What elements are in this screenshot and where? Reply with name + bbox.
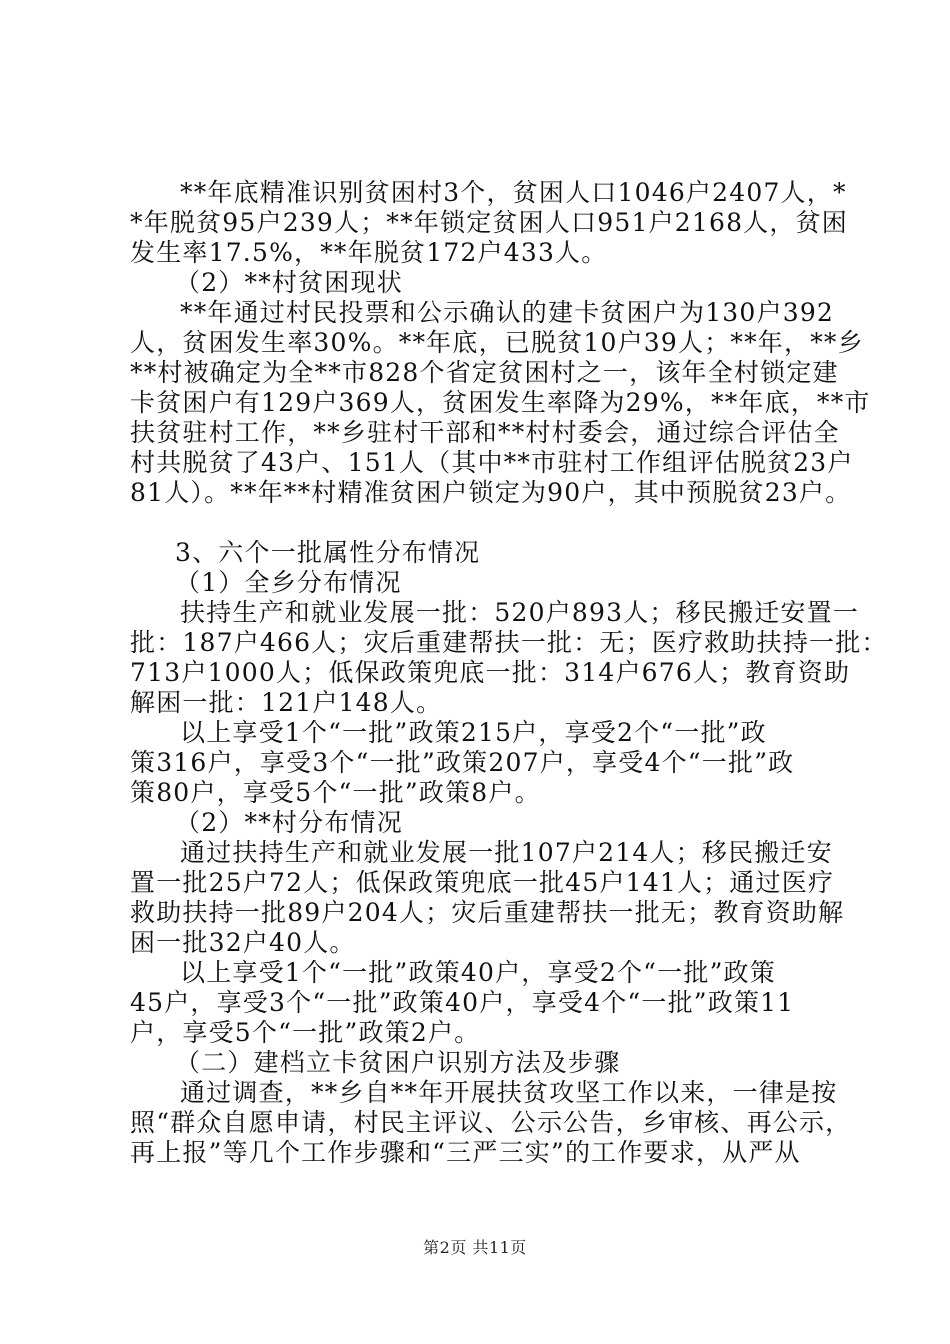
paragraph-line: 置一批25户72人；低保政策兜底一批45户141人；通过医疗	[130, 868, 835, 897]
paragraph-line: 扶贫驻村工作，**乡驻村干部和**村村委会，通过综合评估全	[130, 418, 840, 447]
paragraph-line: 村共脱贫了43户、151人（其中**市驻村工作组评估脱贫23户	[130, 448, 854, 477]
paragraph-line: 户，享受5个“一批”政策2户。	[130, 1018, 481, 1047]
page-number-footer: 第2页 共11页	[423, 1238, 527, 1257]
section-heading: 3、六个一批属性分布情况	[175, 538, 481, 567]
section-heading: （2）**村分布情况	[175, 808, 403, 837]
paragraph-line: 通过扶持生产和就业发展一批107户214人；移民搬迁安	[180, 838, 833, 867]
paragraph-line: 以上享受1个“一批”政策40户，享受2个“一批”政策	[180, 958, 776, 987]
paragraph-line: 扶持生产和就业发展一批：520户893人；移民搬迁安置一	[180, 598, 860, 627]
paragraph-line: 发生率17.5%，**年脱贫172户433人。	[130, 238, 608, 267]
paragraph-line: 批：187户466人；灾后重建帮扶一批：无；医疗救助扶持一批：	[130, 628, 888, 657]
paragraph-line: 策80户，享受5个“一批”政策8户。	[130, 778, 541, 807]
section-heading: （2）**村贫困现状	[175, 268, 403, 297]
paragraph-line: 卡贫困户有129户369人，贫困发生率降为29%，**年底，**市	[130, 388, 871, 417]
paragraph-line: *年脱贫95户239人；**年锁定贫困人口951户2168人，贫困	[130, 208, 848, 237]
paragraph-line: 困一批32户40人。	[130, 928, 356, 957]
paragraph-line: **年底精准识别贫困村3个，贫困人口1046户2407人，*	[180, 178, 847, 207]
paragraph-line: **村被确定为全**市828个省定贫困村之一，该年全村锁定建	[130, 358, 839, 387]
paragraph-line: 解困一批：121户148人。	[130, 688, 443, 717]
paragraph-line: 策316户，享受3个“一批”政策207户，享受4个“一批”政	[130, 748, 795, 777]
paragraph-line: 再上报”等几个工作步骤和“三严三实”的工作要求，从严从	[130, 1138, 801, 1167]
paragraph-line: 照“群众自愿申请，村民主评议、公示公告，乡审核、再公示，	[130, 1108, 852, 1137]
paragraph-line: 81人）。**年**村精准贫困户锁定为90户，其中预脱贫23户。	[130, 478, 852, 507]
paragraph-line: 救助扶持一批89户204人；灾后重建帮扶一批无；教育资助解	[130, 898, 845, 927]
paragraph-line: 713户1000人；低保政策兜底一批：314户676人；教育资助	[130, 658, 851, 687]
section-heading: （二）建档立卡贫困户识别方法及步骤	[175, 1048, 621, 1077]
paragraph-line: 45户，享受3个“一批”政策40户，享受4个“一批”政策11	[130, 988, 795, 1017]
paragraph-line: 通过调查，**乡自**年开展扶贫攻坚工作以来，一律是按	[180, 1078, 838, 1107]
paragraph-line: 人，贫困发生率30%。**年底，已脱贫10户39人；**年，**乡	[130, 328, 864, 357]
section-heading: （1）全乡分布情况	[175, 568, 402, 597]
paragraph-line: **年通过村民投票和公示确认的建卡贫困户为130户392	[180, 298, 835, 327]
paragraph-line: 以上享受1个“一批”政策215户，享受2个“一批”政	[180, 718, 767, 747]
